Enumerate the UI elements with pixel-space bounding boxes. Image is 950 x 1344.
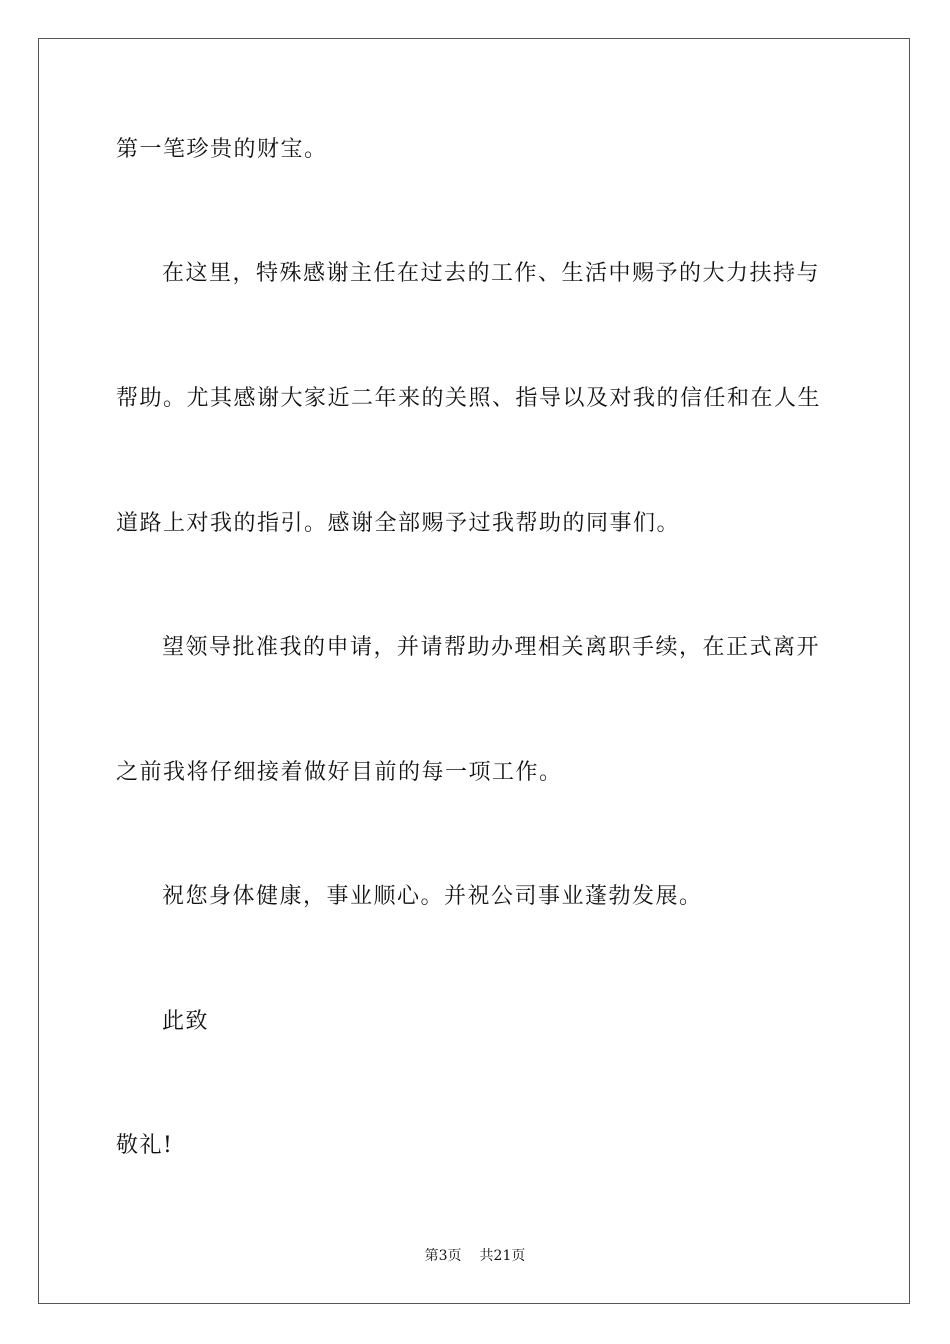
closing-line: 此致	[162, 1009, 210, 1034]
total-pages: 共21页	[479, 1248, 526, 1264]
salutation-line: 敬礼!	[116, 1133, 174, 1158]
text-line: 道路上对我的指引。感谢全部赐予过我帮助的同事们。	[116, 511, 681, 536]
page-footer	[0, 1246, 950, 1266]
text-line: 帮助。尤其感谢大家近二年来的关照、指导以及对我的信任和在人生	[116, 386, 822, 411]
page-border	[38, 38, 910, 1304]
paragraph-line: 望领导批准我的申请，并请帮助办理相关离职手续，在正式离开	[162, 635, 821, 660]
paragraph-line: 祝您身体健康，事业顺心。并祝公司事业蓬勃发展。	[162, 884, 703, 909]
paragraph-line: 在这里，特殊感谢主任在过去的工作、生活中赐予的大力扶持与	[162, 261, 821, 286]
text-line: 第一笔珍贵的财宝。	[116, 137, 328, 162]
page-number: 第3页	[424, 1248, 462, 1264]
text-line: 之前我将仔细接着做好目前的每一项工作。	[116, 760, 563, 785]
